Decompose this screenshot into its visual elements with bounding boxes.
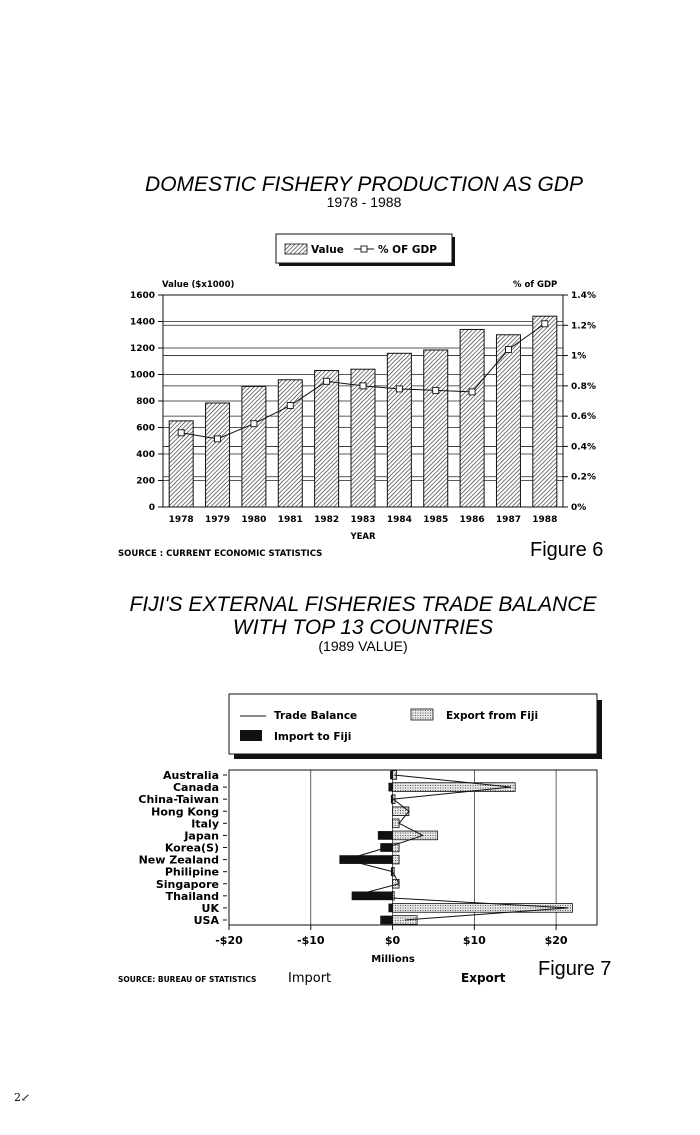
fig7-x-ticks [215, 925, 568, 947]
fig7-legend-import-label: Import to Fiji [274, 731, 352, 743]
fig7-caption: Figure 7 [538, 958, 612, 980]
fig6-x-tick-label: 1988 [532, 515, 558, 525]
fig7-category-label: USA [193, 914, 219, 927]
fig7-legend-shadow-bottom [234, 754, 602, 759]
fig7-plot-frame [229, 770, 597, 925]
fig6-y-tick-label: 800 [136, 397, 155, 407]
fig6-x-tick-label: 1982 [314, 515, 340, 525]
fig6-y2-axis-label: % of GDP [513, 280, 558, 290]
figure-6 [118, 173, 603, 561]
fig7-export-label: Export [461, 971, 506, 985]
fig7-legend-box [229, 694, 597, 754]
fig6-legend-value-swatch [285, 244, 307, 254]
fig6-y2-tick-label: 0.6% [571, 412, 596, 423]
fig7-legend-import-swatch [240, 730, 262, 741]
fig7-category-label: Thailand [165, 889, 219, 903]
fig7-category-label: Japan [184, 829, 219, 843]
fig6-x-tick-label: 1978 [168, 515, 194, 525]
fig6-y-ticks [130, 291, 163, 513]
fig6-bar [533, 316, 557, 507]
fig6-title: DOMESTIC FISHERY PRODUCTION AS GDP [145, 173, 583, 196]
fig6-y-axis-label: Value ($x1000) [162, 280, 235, 290]
fig6-source: SOURCE : CURRENT ECONOMIC STATISTICS [118, 549, 323, 559]
fig7-export-bar [393, 855, 400, 864]
fig7-export-bar [393, 783, 516, 792]
fig6-gdp-marker [360, 383, 366, 389]
fig6-legend-value-label: Value [311, 244, 344, 256]
fig7-x-tick-label: $10 [462, 934, 486, 947]
fig6-y-tick-label: 1200 [129, 344, 155, 354]
fig7-category-label: Australia [163, 769, 219, 782]
fig6-x-tick-label: 1987 [495, 515, 521, 525]
fig7-category-label: Italy [191, 817, 219, 831]
fig6-y2-ticks [563, 291, 596, 513]
fig6-x-axis-label: YEAR [350, 532, 376, 542]
fig7-export-bar [393, 904, 573, 913]
fig6-gdp-marker [215, 436, 221, 442]
fig7-import-bar [391, 795, 393, 804]
fig7-x-tick-label: $0 [384, 934, 401, 947]
fig6-gdp-marker [178, 430, 184, 436]
fig7-category-label: Philipine [164, 865, 219, 879]
fig6-x-tick-label: 1981 [277, 515, 303, 525]
fig6-y2-tick-label: 0.8% [571, 381, 596, 392]
fig7-legend-balance-label: Trade Balance [274, 710, 358, 722]
fig6-y-tick-label: 400 [136, 450, 155, 460]
fig7-import-bar [388, 904, 392, 913]
fig6-bar [496, 335, 520, 507]
fig6-gdp-marker [396, 386, 402, 392]
fig6-legend-gdp-label: % OF GDP [378, 244, 437, 256]
fig6-bar [315, 371, 339, 507]
fig6-y-tick-label: 600 [136, 423, 155, 434]
fig6-y-tick-label: 1600 [129, 291, 155, 301]
fig6-bar [278, 380, 302, 507]
fig6-y2-tick-label: 0.4% [571, 442, 596, 453]
fig7-legend-export-swatch [411, 709, 433, 720]
fig7-title-line2: WITH TOP 13 COUNTRIES [232, 616, 494, 639]
fig7-category-label: UK [201, 901, 219, 915]
fig6-bar [351, 369, 375, 507]
fig6-gdp-marker [542, 321, 548, 327]
fig7-category-label: Canada [172, 781, 219, 795]
fig7-import-label: Import [288, 971, 332, 986]
fig6-gdp-marker [505, 347, 511, 353]
fig6-bar [387, 353, 411, 507]
fig7-category-label: Hong Kong [151, 805, 219, 819]
fig7-import-bar [380, 916, 392, 925]
fig6-legend-shadow-bottom [279, 263, 455, 266]
fig7-category-label: Korea(S) [164, 841, 219, 855]
fig6-y-tick-label: 200 [136, 476, 155, 487]
fig6-x-tick-label: 1983 [350, 515, 376, 525]
fig6-y2-tick-label: 1.2% [571, 321, 596, 332]
fig7-subtitle: (1989 VALUE) [318, 638, 408, 654]
fig6-y-tick-label: 1400 [129, 317, 155, 328]
fig6-gdp-marker [324, 378, 330, 384]
fig7-legend-export-label: Export from Fiji [446, 710, 539, 722]
fig6-y2-tick-label: 1% [571, 351, 587, 362]
fig7-category-labels [138, 769, 227, 927]
fig7-x-tick-label: -$20 [215, 934, 243, 947]
fig6-gdp-marker [433, 387, 439, 393]
fig7-x-tick-label: -$10 [297, 934, 325, 947]
fig7-title-line1: FIJI'S EXTERNAL FISHERIES TRADE BALANCE [129, 593, 597, 616]
fig7-source: SOURCE: BUREAU OF STATISTICS [118, 975, 257, 984]
fig6-y-tick-label: 0 [148, 503, 155, 513]
fig7-category-label: Singapore [155, 877, 219, 891]
fig6-bar [242, 386, 266, 507]
fig7-export-bar [393, 819, 400, 828]
fig7-legend-shadow-right [597, 700, 602, 759]
fig6-gdp-marker [469, 389, 475, 395]
fig6-bar [206, 403, 230, 507]
fig6-bars [169, 316, 557, 507]
fig6-x-tick-label: 1984 [386, 515, 412, 525]
fig7-import-bar [388, 783, 392, 792]
fig6-legend [276, 234, 455, 266]
fig6-legend-line-marker [361, 246, 367, 252]
fig7-x-axis-label: Millions [371, 954, 415, 965]
fig6-x-tick-label: 1986 [459, 515, 485, 525]
fig7-import-bar [390, 771, 392, 780]
fig6-gdp-marker [287, 403, 293, 409]
page-mark: 2↙ [14, 1091, 31, 1104]
fig6-bar [460, 329, 484, 507]
fig7-legend [229, 694, 602, 759]
fig6-x-tick-label: 1985 [423, 515, 449, 525]
fig7-import-bar [378, 831, 393, 840]
fig6-y-tick-label: 1000 [129, 370, 155, 381]
fig6-x-ticks [169, 515, 558, 525]
fig6-caption: Figure 6 [530, 539, 604, 561]
fig6-bar [424, 350, 448, 507]
fig6-y2-tick-label: 0.2% [571, 472, 596, 483]
fig6-x-tick-label: 1979 [205, 515, 231, 525]
figure-7 [118, 593, 611, 986]
fig6-subtitle: 1978 - 1988 [326, 194, 402, 210]
fig7-export-bar [393, 891, 395, 900]
fig7-category-label: China-Taiwan [138, 793, 219, 807]
fig7-category-label: New Zealand [138, 853, 219, 867]
fig6-legend-shadow-right [452, 237, 455, 266]
fig7-export-bar [393, 916, 418, 925]
fig6-x-tick-label: 1980 [241, 515, 267, 525]
fig6-y2-tick-label: 1.4% [571, 291, 596, 301]
fig6-y2-tick-label: 0% [571, 503, 587, 513]
fig6-gdp-marker [251, 421, 257, 427]
fig7-x-tick-label: $20 [544, 934, 568, 947]
